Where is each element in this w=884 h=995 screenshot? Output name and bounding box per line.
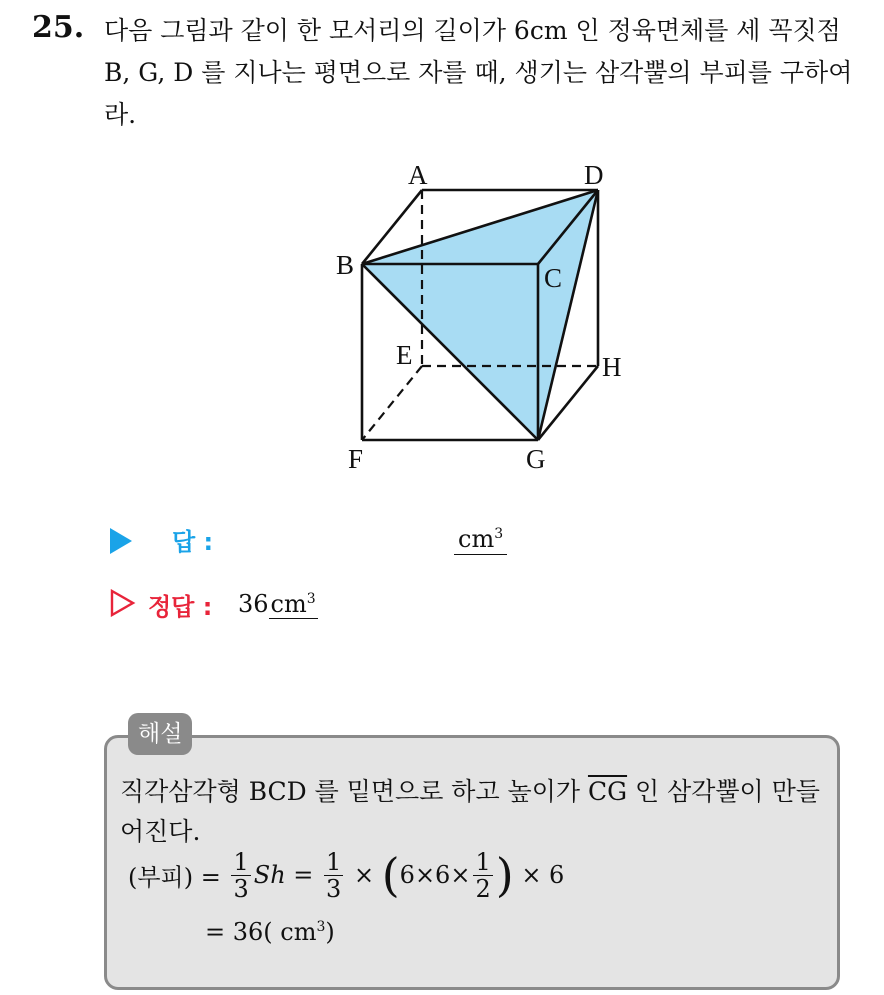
label-E: E [396, 340, 413, 370]
label-B: B [336, 250, 355, 280]
question-number: 25. [32, 10, 85, 45]
play-triangle-icon [110, 528, 132, 554]
answer-label: 답 : [172, 528, 214, 556]
volume-result: = 36( $cm^3$) [205, 918, 335, 946]
solution-explanation: 직각삼각형 BCD 를 밑면으로 하고 높이가 $\overline{CG}$ 인 삼각뿔이 만들어진다. [120, 777, 820, 846]
fraction-one-half: $\frac{1}{2}$ [475, 847, 491, 903]
correct-answer-row [110, 585, 810, 629]
volume-formula: (부피) = $\frac{1}{3}$ Sh = $\frac{1}{3}$ × (6×6× $\frac{1}{2}$ ) × 6 [128, 847, 565, 903]
label-C: C [544, 263, 563, 293]
question-text: 다음 그림과 같이 한 모서리의 길이가 6cm 인 정육면체를 세 꼭짓점 B, G, D 를 지나는 평면으로 자를 때, 생기는 삼각뿔의 부피를 구하여라. [104, 16, 853, 129]
label-H: H [602, 352, 622, 382]
answer-unit[interactable]: $cm^3$ [454, 524, 507, 555]
correct-label: 정답 : [148, 593, 213, 621]
correct-value: $36cm^3$ [238, 590, 316, 618]
segment-cg: $\overline{CG}$ [587, 777, 628, 806]
label-G: G [526, 444, 546, 474]
label-A: A [408, 160, 428, 190]
label-D: D [584, 160, 604, 190]
outline-triangle-icon [110, 589, 136, 617]
solution-tab: 해설 [128, 713, 192, 755]
cube-figure [320, 150, 640, 480]
fraction-one-third: $\frac{1}{3}$ [233, 847, 249, 903]
label-F: F [348, 444, 364, 474]
answer-row [110, 520, 810, 564]
fraction-one-third-2: $\frac{1}{3}$ [326, 847, 342, 903]
